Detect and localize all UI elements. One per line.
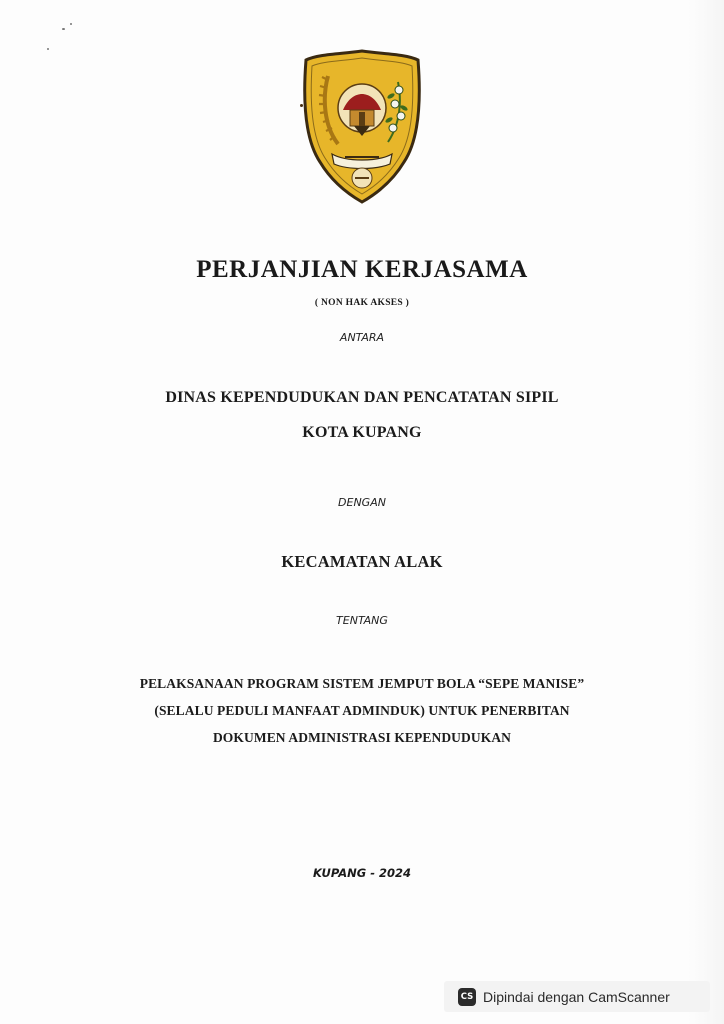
- connector-dengan: DENGAN: [338, 496, 386, 509]
- connector-antara: ANTARA: [339, 331, 385, 344]
- connector-tentang: TENTANG: [336, 614, 388, 627]
- place-and-year: KUPANG - 2024: [313, 866, 411, 880]
- camscanner-watermark-text: Dipindai dengan CamScanner: [483, 988, 670, 1005]
- agreement-subject-line: PELAKSANAAN PROGRAM SISTEM JEMPUT BOLA “SEPE MANISE”: [139, 676, 585, 691]
- scan-speck: [47, 48, 49, 50]
- document-title: PERJANJIAN KERJASAMA: [196, 256, 528, 283]
- agreement-subject-line: DOKUMEN ADMINISTRASI KEPENDUDUKAN: [212, 730, 512, 745]
- scan-speck: [70, 23, 72, 25]
- first-party-name: DINAS KEPENDUDUKAN DAN PENCATATAN SIPIL: [165, 389, 559, 406]
- agreement-subject-line: (SELALU PEDULI MANFAAT ADMINDUK) UNTUK PENERBITAN: [154, 703, 570, 718]
- second-party-name: KECAMATAN ALAK: [281, 552, 443, 571]
- kota-kupang-coat-of-arms-icon: [298, 46, 426, 206]
- document-subtitle: ( NON HAK AKSES ): [314, 298, 410, 308]
- first-party-city: KOTA KUPANG: [302, 424, 422, 441]
- scan-speck: [62, 28, 65, 30]
- camscanner-logo-icon: CS: [458, 988, 476, 1006]
- camscanner-watermark: [444, 981, 710, 1012]
